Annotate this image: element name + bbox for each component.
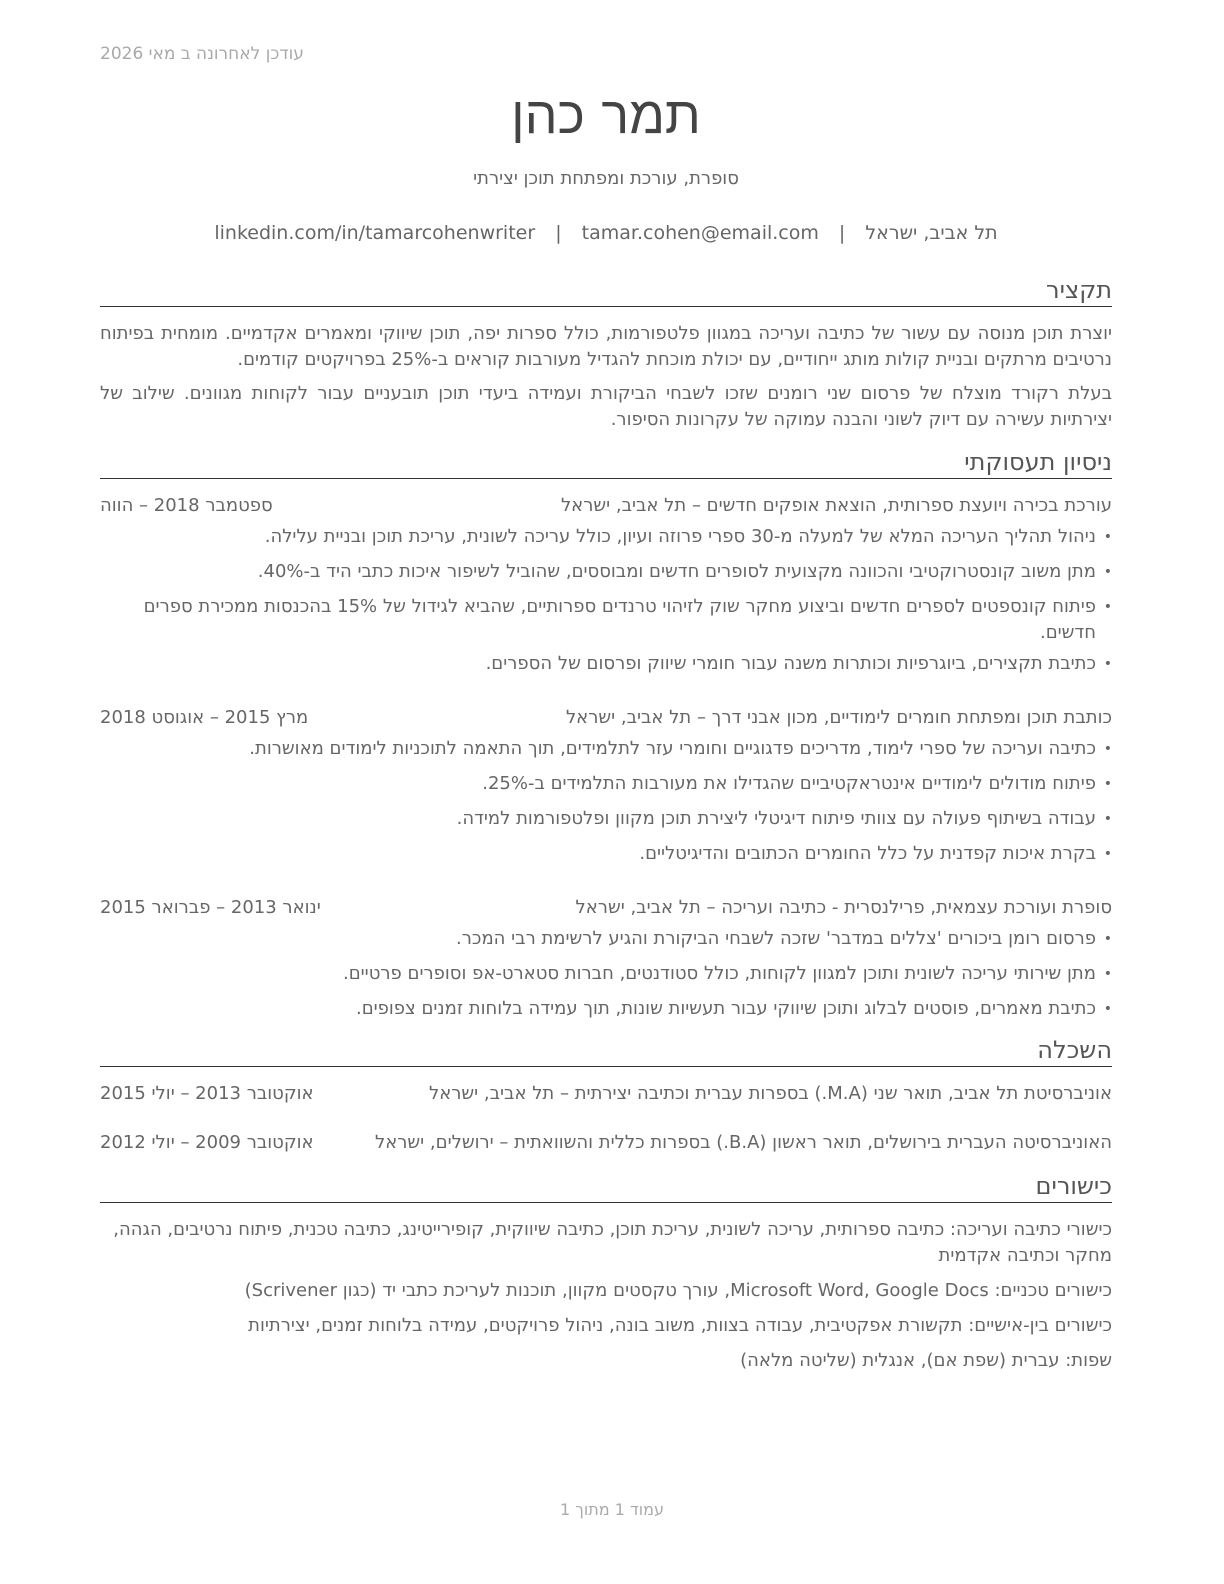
last-updated-note: עודכן לאחרונה ב מאי 2026 [100,44,304,64]
education-section [100,1036,1112,1156]
skills-section [100,1172,1112,1374]
job-title: סופרת ועורכת עצמאית, פרילנסרית - כתיבה ועריכה – תל אביב, ישראל [575,897,1112,918]
bullet-item: • כתיבה ועריכה של ספרי לימוד, מדריכים פדגוגיים וחומרי עזר לתלמידים, תוך התאמה לתוכניות לימודים מאושרות. [100,736,1112,762]
location-text: תל אביב, ישראל [865,222,998,244]
bullet-item: • בקרת איכות קפדנית על כלל החומרים הכתובים והדיגיטליים. [100,841,1112,867]
job-date: ינואר 2013 – פברואר 2015 [100,897,321,918]
degree-title: האוניברסיטה העברית בירושלים, תואר ראשון (B.A.) בספרות כללית והשוואתית – ירושלים, ישראל [374,1132,1112,1153]
bullet-item: • מתן שירותי עריכה לשונית ותוכן למגוון לקוחות, כולל סטודנטים, חברות סטארט-אפ וסופרים פרטיים. [100,961,1112,987]
job-header [100,493,1112,519]
person-name: תמר כהן [511,86,701,146]
degree-date: אוקטובר 2009 – יולי 2012 [100,1132,314,1153]
summary-section [100,276,1112,433]
education-entry [100,1081,1112,1107]
experience-section [100,448,1112,1022]
education-entry [100,1130,1112,1156]
job-date: ספטמבר 2018 – הווה [100,495,273,516]
summary-paragraph: יוצרת תוכן מנוסה עם עשור של כתיבה ועריכה במגוון פלטפורמות, כולל ספרות יפה, תוכן שיווקי ומאמרים אקדמיים. מומחית בפיתוח נרטיבים מרתקים ובניית קולות מותג ייחודיים, עם יכולת מוכחת להגדיל מעורבות קוראים ב-25% בפרויקטים קודמים. [100,323,1112,370]
bullet-item: • כתיבת תקצירים, ביוגרפיות וכותרות משנה עבור חומרי שיווק ופרסום של הספרים. [100,651,1112,677]
job-entry [100,705,1112,867]
job-header [100,895,1112,921]
job-bullets [100,926,1112,1022]
job-title: עורכת בכירה ויועצת ספרותית, הוצאת אופקים חדשים – תל אביב, ישראל [560,495,1112,516]
education-heading: השכלה [100,1036,1112,1067]
professional-title: סופרת, עורכת ומפתחת תוכן יצירתי [473,168,739,189]
summary-paragraph: בעלת רקורד מוצלח של פרסום שני רומנים שזכו לשבחי הביקורת ועמידה ביעדי תוכן תובעניים עבור לקוחות מגוונים. שילוב של יצירתיות עשירה עם דיוק לשוני והבנה עמוקה של עקרונות הסיפור. [100,383,1112,430]
degree-date: אוקטובר 2013 – יולי 2015 [100,1083,314,1104]
bullet-item: • פיתוח קונספטים לספרים חדשים וביצוע מחקר שוק לזיהוי טרנדים ספרותיים, שהביא לגידול של 15% בהכנסות ממכירת ספרים חדשים. [100,594,1112,646]
contact-line [100,222,1112,244]
job-header [100,705,1112,731]
contact-separator: | [838,222,846,244]
summary-heading: תקציר [100,276,1112,307]
degree-title: אוניברסיטת תל אביב, תואר שני (M.A.) בספרות עברית וכתיבה יצירתית – תל אביב, ישראל [428,1083,1112,1104]
job-bullets [100,524,1112,677]
bullet-item: • פרסום רומן ביכורים 'צללים במדבר' שזכה לשבחי הביקורת והגיע לרשימת רבי המכר. [100,926,1112,952]
bullet-item: • פיתוח מודולים לימודיים אינטראקטיביים שהגדילו את מעורבות התלמידים ב-25%. [100,771,1112,797]
page-number: עמוד 1 מתוך 1 [560,1500,664,1519]
email-link[interactable]: tamar.cohen@email.com [581,222,819,244]
bullet-item: • מתן משוב קונסטרוקטיבי והכוונה מקצועית לסופרים חדשים ומבוססים, שהוביל לשיפור איכות כתבי היד ב-40%. [100,559,1112,585]
job-bullets [100,736,1112,867]
bullet-item: • עבודה בשיתוף פעולה עם צוותי פיתוח דיגיטלי ליצירת תוכן מקוון ופלטפורמות למידה. [100,806,1112,832]
skills-line: שפות: עברית (שפת אם), אנגלית (שליטה מלאה) [740,1350,1112,1371]
job-entry [100,895,1112,1022]
skills-line: כישורי כתיבה ועריכה: כתיבה ספרותית, עריכה לשונית, עריכת תוכן, כתיבה שיווקית, קופירייטינג, כתיבה טכנית, פיתוח נרטיבים, הגהה, מחקר וכתיבה אקדמית [113,1219,1112,1266]
experience-heading: ניסיון תעסוקתי [100,448,1112,479]
contact-separator: | [555,222,562,244]
job-entry [100,493,1112,677]
bullet-item: • כתיבת מאמרים, פוסטים לבלוג ותוכן שיווקי עבור תעשיות שונות, תוך עמידה בלוחות זמנים צפופים. [100,996,1112,1022]
skills-line: כישורים טכניים: Microsoft Word, Google Docs, עורך טקסטים מקוון, תוכנות לעריכת כתבי יד (כגון Scrivener) [244,1280,1112,1301]
skills-line: כישורים בין-אישיים: תקשורת אפקטיבית, עבודה בצוות, משוב בונה, ניהול פרויקטים, עמידה בלוחות זמנים, יצירתיות [248,1315,1112,1336]
job-date: מרץ 2015 – אוגוסט 2018 [100,707,309,728]
skills-heading: כישורים [100,1172,1112,1203]
bullet-item: • ניהול תהליך העריכה המלא של למעלה מ-30 ספרי פרוזה ועיון, כולל עריכה לשונית, עריכת תוכן ובניית עלילה. [100,524,1112,550]
job-title: כותבת תוכן ומפתחת חומרים לימודיים, מכון אבני דרך – תל אביב, ישראל [565,707,1112,728]
linkedin-link[interactable]: linkedin.com/in/tamarcohenwriter [214,222,536,244]
resume-page [100,0,1112,1584]
